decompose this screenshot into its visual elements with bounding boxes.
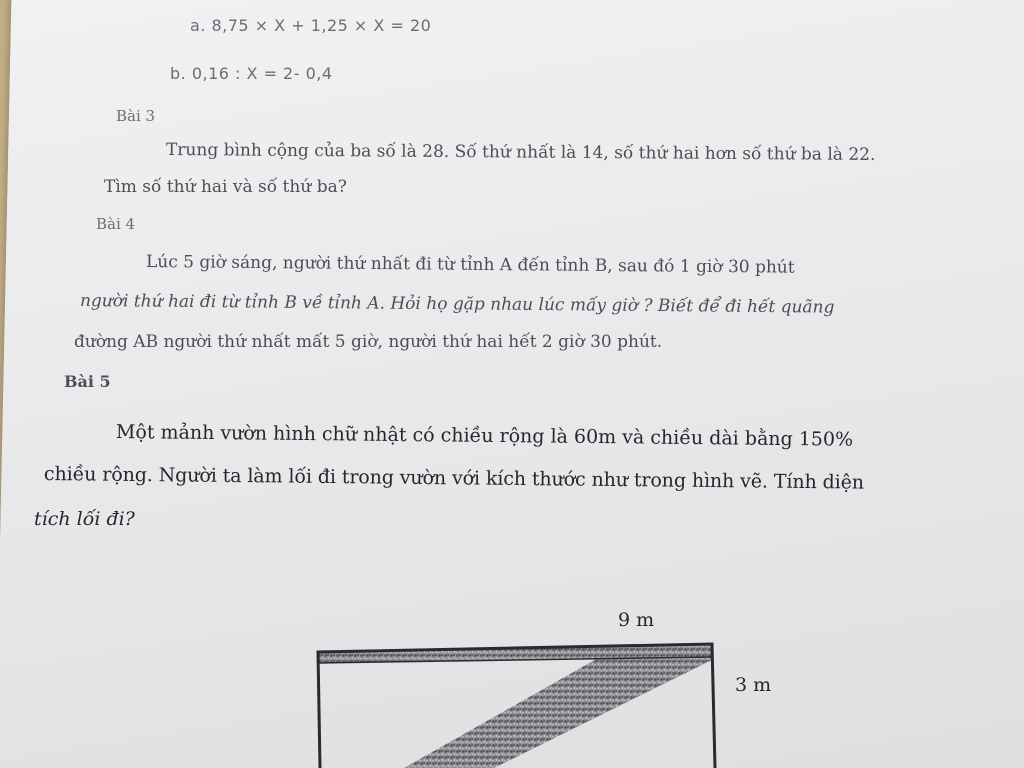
exercise-a: a. 8,75 × X + 1,25 × X = 20: [190, 16, 432, 35]
bai5-title: Bài 5: [64, 372, 111, 391]
bai5-line2: chiều rộng. Người ta làm lối đi trong vườn với kích thước như trong hình vẽ. Tính diện: [43, 463, 865, 494]
figure-width-label: 9 m: [618, 609, 655, 631]
bai3-title: Bài 3: [116, 107, 156, 125]
bai4-line1: Lúc 5 giờ sáng, người thứ nhất đi từ tỉnh A đến tỉnh B, sau đó 1 giờ 30 phút: [145, 252, 795, 278]
diagonal-path: [404, 657, 712, 768]
bai5-line3: tích lối đi?: [34, 508, 135, 530]
bai3-line2: Tìm số thứ hai và số thứ ba?: [104, 177, 347, 197]
bai5-line1: Một mảnh vườn hình chữ nhật có chiều rộng là 60m và chiều dài bằng 150%: [115, 421, 854, 451]
exercise-b: b. 0,16 : X = 2- 0,4: [170, 64, 333, 83]
bai3-line1: Trung bình cộng của ba số là 28. Số thứ nhất là 14, số thứ hai hơn số thứ ba là 22.: [165, 140, 876, 165]
figure-height-label: 3 m: [735, 674, 772, 696]
bai4-title: Bài 4: [96, 215, 136, 233]
bai4-line2: người thứ hai đi từ tỉnh B về tỉnh A. Hỏi họ gặp nhau lúc mấy giờ ? Biết để đi hết quãng: [79, 291, 835, 318]
bai4-line3: đường AB người thứ nhất mất 5 giờ, người thứ hai hết 2 giờ 30 phút.: [74, 332, 663, 352]
